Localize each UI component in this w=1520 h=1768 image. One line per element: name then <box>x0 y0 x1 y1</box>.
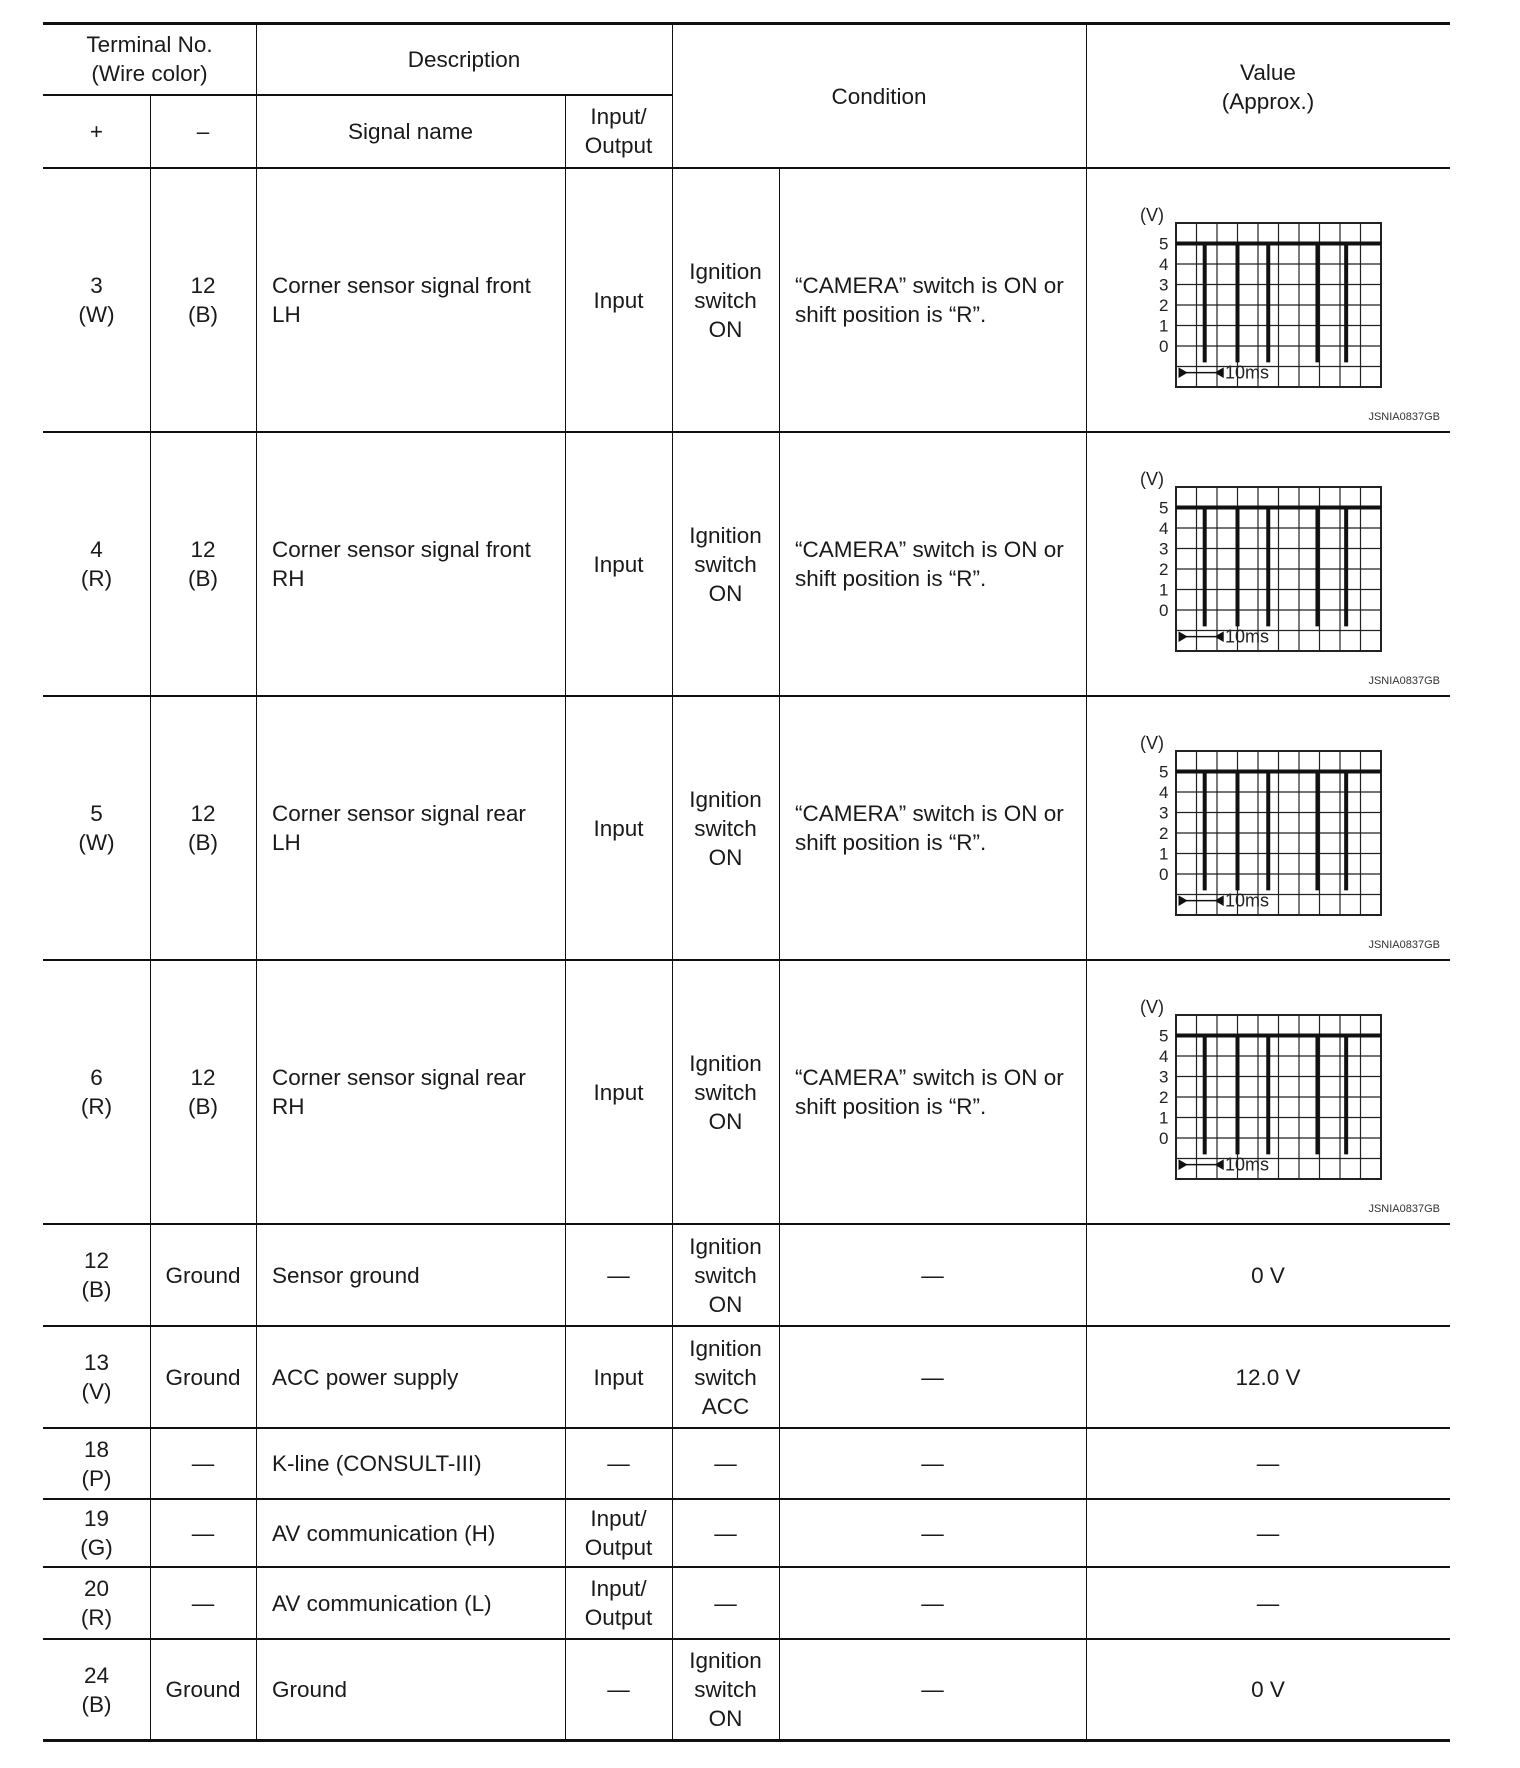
y-tick-label: 1 <box>1159 844 1169 864</box>
row-condition-detail: — <box>921 1520 944 1546</box>
y-tick-label: 3 <box>1159 275 1169 295</box>
column-divider <box>565 94 566 1740</box>
row-signal-name: Corner sensor signal front LH <box>272 273 531 327</box>
row-signal-name: Ground <box>272 1677 348 1702</box>
scope-grid <box>1176 487 1381 651</box>
row-condition-detail: — <box>921 1590 944 1616</box>
row-value: — <box>1256 1451 1280 1476</box>
row-value: — <box>1256 1520 1280 1546</box>
figure-id: JSNIA0837GB <box>1368 1203 1440 1215</box>
time-scale-label: 10ms <box>1224 1154 1269 1175</box>
row-minus: — <box>191 1520 215 1546</box>
scope-grid <box>1176 223 1381 387</box>
y-tick-label: 2 <box>1159 1088 1169 1107</box>
row-input-output: Input <box>593 551 644 577</box>
row-divider <box>43 959 1450 961</box>
header-divider <box>43 94 672 96</box>
row-condition-switch: Ignition switch ON <box>689 258 762 342</box>
row-plus: 4 (R) <box>80 537 113 591</box>
y-tick-label: 4 <box>1159 1047 1169 1066</box>
row-value: 0 V <box>1251 1677 1285 1702</box>
header-signal-name: Signal name <box>347 118 474 144</box>
row-plus: 5 (W) <box>78 801 115 855</box>
row-input-output: — <box>607 1677 630 1702</box>
waveform-svg <box>1086 696 1450 960</box>
row-value: 12.0 V <box>1235 1364 1301 1390</box>
row-minus: — <box>191 1451 215 1476</box>
row-divider <box>43 1566 1450 1568</box>
row-condition-detail: “CAMERA” switch is ON or shift position is “R”. <box>795 1065 1064 1119</box>
row-plus: 24 (B) <box>81 1662 112 1717</box>
y-tick-label: 2 <box>1159 296 1169 315</box>
row-minus: — <box>191 1590 215 1616</box>
waveform-svg <box>1086 960 1450 1224</box>
row-condition-detail: “CAMERA” switch is ON or shift position is “R”. <box>795 801 1064 855</box>
row-condition-switch: Ignition switch ON <box>689 1050 762 1134</box>
row-condition-detail: — <box>921 1364 944 1390</box>
y-tick-label: 1 <box>1159 316 1169 336</box>
y-tick-label: 5 <box>1159 762 1169 782</box>
time-scale-label: 10ms <box>1224 626 1269 647</box>
row-plus: 20 (R) <box>80 1576 113 1630</box>
y-tick-label: 5 <box>1159 498 1169 518</box>
row-condition-switch: — <box>714 1451 737 1476</box>
row-input-output: Input <box>593 1364 644 1390</box>
y-tick-label: 0 <box>1159 337 1169 356</box>
row-signal-name: AV communication (H) <box>272 1520 496 1546</box>
figure-id: JSNIA0837GB <box>1368 411 1440 423</box>
waveform-chart <box>1086 960 1450 1224</box>
y-tick-label: 0 <box>1159 865 1169 884</box>
row-divider <box>43 1223 1450 1225</box>
row-condition-switch: Ignition switch ON <box>689 786 762 870</box>
row-signal-name: K-line (CONSULT-III) <box>272 1451 482 1476</box>
row-input-output: — <box>607 1262 630 1288</box>
header-value: Value (Approx.) <box>1221 60 1315 114</box>
row-minus: Ground <box>165 1364 241 1390</box>
row-minus: 12 (B) <box>188 273 218 327</box>
unit-label: (V) <box>1140 205 1164 225</box>
header-description: Description <box>407 46 521 72</box>
y-tick-label: 2 <box>1159 824 1169 843</box>
row-value: 0 V <box>1251 1262 1285 1288</box>
row-condition-detail: “CAMERA” switch is ON or shift position is “R”. <box>795 273 1064 327</box>
row-plus: 19 (G) <box>80 1506 113 1560</box>
column-divider <box>150 94 151 1740</box>
y-tick-label: 4 <box>1159 519 1169 538</box>
row-minus: 12 (B) <box>188 537 218 591</box>
column-divider <box>256 22 257 1740</box>
header-input-output: Input/ Output <box>584 104 653 158</box>
row-condition-switch: — <box>714 1590 737 1616</box>
scope-grid <box>1176 751 1381 915</box>
row-condition-switch: — <box>714 1520 737 1546</box>
header-minus: – <box>196 118 210 144</box>
y-tick-label: 4 <box>1159 783 1169 802</box>
y-tick-label: 2 <box>1159 560 1169 579</box>
y-tick-label: 1 <box>1159 580 1169 600</box>
unit-label: (V) <box>1140 997 1164 1017</box>
row-minus: Ground <box>165 1677 241 1702</box>
row-input-output: Input <box>593 287 644 313</box>
row-plus: 3 (W) <box>78 273 115 327</box>
row-input-output: — <box>607 1451 630 1476</box>
column-divider <box>672 22 673 1740</box>
y-tick-label: 3 <box>1159 539 1169 559</box>
row-minus: 12 (B) <box>188 1065 218 1119</box>
waveform-chart <box>1086 432 1450 696</box>
row-divider <box>43 695 1450 697</box>
row-minus: 12 (B) <box>188 801 218 855</box>
row-divider <box>43 1325 1450 1327</box>
y-tick-label: 0 <box>1159 601 1169 620</box>
row-signal-name: Corner sensor signal front RH <box>272 537 531 591</box>
unit-label: (V) <box>1140 733 1164 753</box>
row-signal-name: Corner sensor signal rear RH <box>272 1065 526 1119</box>
time-scale-label: 10ms <box>1224 362 1269 383</box>
row-divider <box>43 1427 1450 1429</box>
row-value: — <box>1256 1590 1280 1616</box>
time-scale-label: 10ms <box>1224 890 1269 911</box>
row-condition-switch: Ignition switch ON <box>689 1233 762 1317</box>
row-divider <box>43 1498 1450 1500</box>
figure-id: JSNIA0837GB <box>1368 939 1440 951</box>
row-plus: 13 (V) <box>81 1350 112 1404</box>
row-plus: 12 (B) <box>81 1248 112 1302</box>
y-tick-label: 1 <box>1159 1108 1169 1128</box>
row-condition-switch: Ignition switch ACC <box>689 1335 762 1419</box>
row-condition-detail: — <box>921 1451 944 1476</box>
figure-id: JSNIA0837GB <box>1368 675 1440 687</box>
y-tick-label: 5 <box>1159 1026 1169 1046</box>
y-tick-label: 0 <box>1159 1129 1169 1148</box>
header-plus: + <box>89 118 104 144</box>
header-terminal-no: Terminal No. (Wire color) <box>86 32 213 86</box>
y-tick-label: 3 <box>1159 1067 1169 1087</box>
waveform-svg <box>1086 432 1450 696</box>
row-condition-detail: — <box>921 1677 944 1702</box>
row-plus: 6 (R) <box>80 1065 113 1119</box>
row-minus: Ground <box>165 1262 241 1288</box>
row-input-output: Input <box>593 815 644 841</box>
row-condition-detail: “CAMERA” switch is ON or shift position is “R”. <box>795 537 1064 591</box>
waveform-chart <box>1086 168 1450 432</box>
y-tick-label: 3 <box>1159 803 1169 823</box>
table-bottom-border <box>43 1739 1450 1742</box>
row-input-output: Input/ Output <box>584 1576 653 1630</box>
waveform-chart <box>1086 696 1450 960</box>
unit-label: (V) <box>1140 469 1164 489</box>
row-signal-name: ACC power supply <box>272 1364 459 1390</box>
row-signal-name: Corner sensor signal rear LH <box>272 801 526 855</box>
header-condition: Condition <box>831 83 927 109</box>
row-divider <box>43 1638 1450 1640</box>
row-signal-name: Sensor ground <box>272 1262 420 1288</box>
row-condition-switch: Ignition switch ON <box>689 1648 762 1731</box>
table-top-border <box>43 22 1450 25</box>
row-condition-detail: — <box>921 1262 944 1288</box>
column-divider <box>779 168 780 1740</box>
row-divider <box>43 431 1450 433</box>
column-divider <box>1086 22 1087 1740</box>
row-condition-switch: Ignition switch ON <box>689 522 762 606</box>
scope-grid <box>1176 1015 1381 1179</box>
y-tick-label: 5 <box>1159 234 1169 254</box>
row-plus: 18 (P) <box>81 1436 112 1491</box>
y-tick-label: 4 <box>1159 255 1169 274</box>
row-signal-name: AV communication (L) <box>272 1590 492 1616</box>
row-input-output: Input <box>593 1079 644 1105</box>
row-input-output: Input/ Output <box>584 1506 653 1560</box>
header-bottom-border <box>43 167 1450 169</box>
waveform-svg <box>1086 168 1450 432</box>
